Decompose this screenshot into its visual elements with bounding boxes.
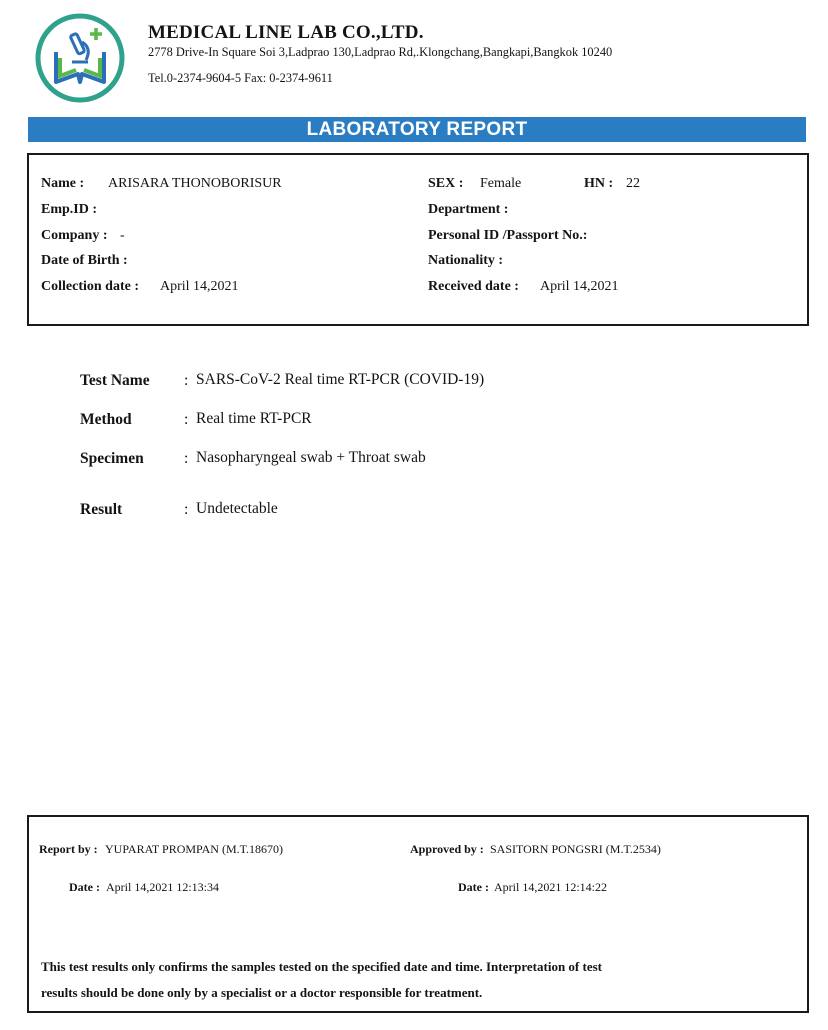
report-title-banner: LABORATORY REPORT <box>28 117 806 142</box>
received-date-label: Received date : <box>428 279 519 294</box>
hn-value: 22 <box>626 176 640 191</box>
received-date-value: April 14,2021 <box>540 279 619 294</box>
result-label: Result <box>80 501 123 518</box>
result-colon: : <box>184 501 189 518</box>
method-value: Real time RT-PCR <box>196 410 312 427</box>
lab-logo-icon <box>34 12 126 104</box>
specimen-label: Specimen <box>80 450 144 467</box>
collection-date-value: April 14,2021 <box>160 279 239 294</box>
report-date-label: Date : <box>69 880 100 894</box>
test-name-label: Test Name <box>80 372 150 389</box>
report-by-value: YUPARAT PROMPAN (M.T.18670) <box>105 842 284 856</box>
disclaimer-line-1: This test results only confirms the samples tested on the specified date and time. Interpretation of test <box>41 959 602 974</box>
department-label: Department : <box>428 202 509 217</box>
report-by-label: Report by : <box>39 842 98 856</box>
name-value: ARISARA THONOBORISUR <box>108 176 282 191</box>
hn-label: HN : <box>584 176 614 191</box>
company-label: Company : <box>41 228 108 243</box>
disclaimer-line-2: results should be done only by a specialist or a doctor responsible for treatment. <box>41 985 483 1000</box>
approved-by-label: Approved by : <box>410 842 484 856</box>
company-contact: Tel.0-2374-9604-5 Fax: 0-2374-9611 <box>148 71 333 85</box>
company-name: MEDICAL LINE LAB CO.,LTD. <box>148 22 424 43</box>
collection-date-label: Collection date : <box>41 279 139 294</box>
result-value: Undetectable <box>196 500 278 517</box>
nationality-label: Nationality : <box>428 253 504 268</box>
approved-date-value: April 14,2021 12:14:22 <box>494 880 607 894</box>
method-colon: : <box>184 411 189 428</box>
approved-date-label: Date : <box>458 880 489 894</box>
emp-id-label: Emp.ID : <box>41 202 98 217</box>
test-name-colon: : <box>184 372 189 389</box>
sex-label: SEX : <box>428 176 464 191</box>
method-label: Method <box>80 411 132 428</box>
specimen-value: Nasopharyngeal swab + Throat swab <box>196 449 426 466</box>
passport-label: Personal ID /Passport No.: <box>428 228 588 243</box>
company-address: 2778 Drive-In Square Soi 3,Ladprao 130,Ladprao Rd,.Klongchang,Bangkapi,Bangkok 10240 <box>148 45 613 59</box>
sex-value: Female <box>480 176 522 191</box>
test-name-value: SARS-CoV-2 Real time RT-PCR (COVID-19) <box>196 371 485 388</box>
company-value: - <box>120 228 125 243</box>
approved-by-value: SASITORN PONGSRI (M.T.2534) <box>490 842 661 856</box>
name-label: Name : <box>41 176 85 191</box>
specimen-colon: : <box>184 450 189 467</box>
dob-label: Date of Birth : <box>41 253 128 268</box>
report-date-value: April 14,2021 12:13:34 <box>106 880 219 894</box>
